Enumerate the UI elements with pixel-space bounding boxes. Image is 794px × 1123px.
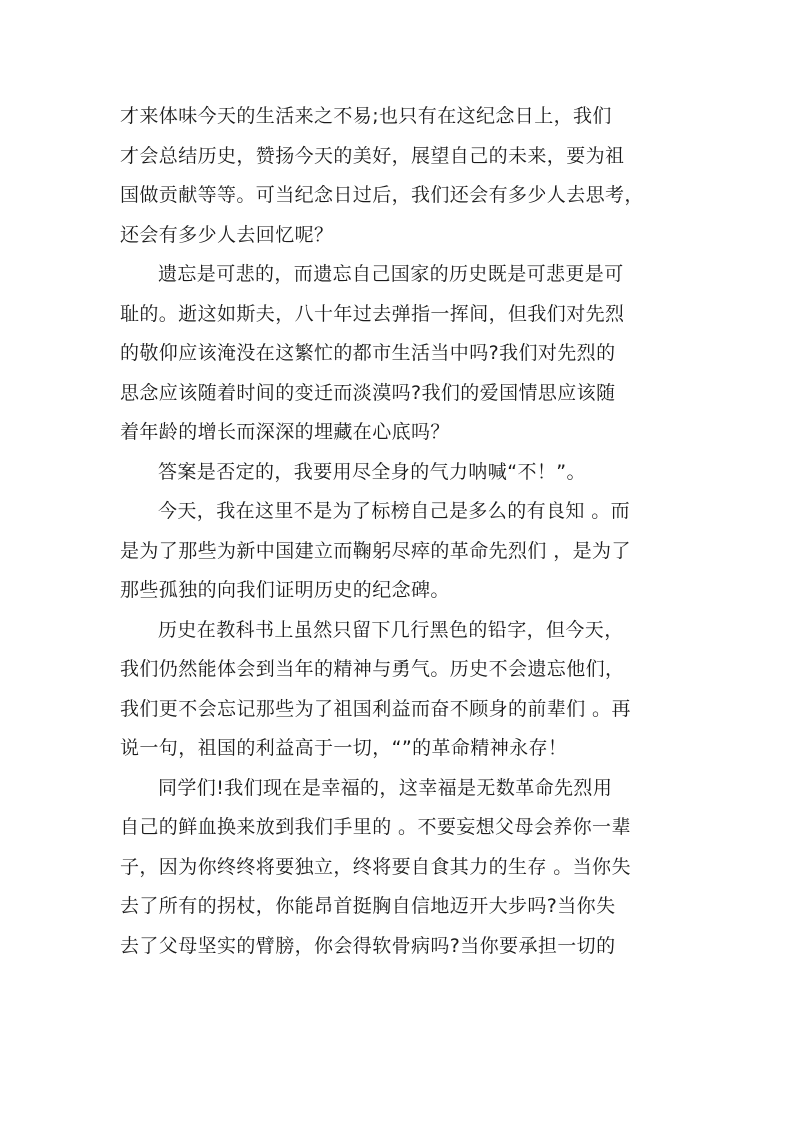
text-line: 遗忘是可悲的，而遗忘自己国家的历史既是可悲更是可 (158, 263, 624, 285)
paragraph-5 (120, 611, 676, 769)
text-line: 今天，我在这里不是为了标榜自己是多么的有良知 。而 (158, 500, 631, 522)
text-line: 去了父母坚实的臂膀，你会得软骨病吗?当你要承担一切的 (120, 934, 616, 957)
text-line: 国做贡献等等。可当纪念日过后，我们还会有多少人去思考， (120, 184, 644, 206)
text-line: 说一句，祖国的利益高于一切，“”的革命精神永存！ (120, 737, 568, 759)
text-line: 才会总结历史，赞扬今天的美好，展望自己的未来，要为祖 (120, 144, 625, 167)
text-line: 耻的。逝这如斯夫，八十年过去弹指一挥间，但我们对先烈 (120, 302, 625, 325)
paragraph-3 (120, 453, 676, 493)
text-line: 的敬仰应该淹没在这繁忙的都市生活当中吗?我们对先烈的 (120, 342, 616, 364)
text-line: 还会有多少人去回忆呢？ (120, 223, 334, 246)
text-line: 思念应该随着时间的变迁而淡漠吗?我们的爱国情思应该随 (120, 381, 616, 404)
text-line: 答案是否定的，我要用尽全身的气力呐喊“不！”。 (158, 460, 586, 483)
paragraph-2 (120, 255, 676, 453)
paragraph-1 (120, 97, 676, 255)
text-line: 那些孤独的向我们证明历史的纪念碑。 (120, 579, 450, 601)
text-line: 着年龄的增长而深深的埋藏在心底吗？ (120, 421, 450, 443)
text-line: 自己的鲜血换来放到我们手里的 。不要妄想父母会养你一辈 (120, 816, 631, 838)
text-line: 同学们!我们现在是幸福的，这幸福是无数革命先烈用 (158, 776, 613, 799)
text-line: 历史在教科书上虽然只留下几行黑色的铅字，但今天， (158, 618, 624, 641)
text-line: 是为了那些为新中国建立而鞠躬尽瘁的革命先烈们 ，是为了 (120, 539, 631, 562)
text-line: 我们仍然能体会到当年的精神与勇气。历史不会遗忘他们， (120, 658, 625, 680)
text-line: 我们更不会忘记那些为了祖国利益而奋不顾身的前辈们 。再 (120, 697, 631, 720)
text-line: 去了所有的拐杖，你能昂首挺胸自信地迈开大步吗?当你失 (120, 895, 616, 917)
text-line: 才来体味今天的生活来之不易;也只有在这纪念日上，我们 (120, 105, 612, 127)
text-line: 子，因为你终终将要独立，终将要自食其力的生存 。当你失 (120, 855, 631, 878)
paragraph-6 (120, 769, 676, 967)
paragraph-4 (120, 492, 676, 611)
